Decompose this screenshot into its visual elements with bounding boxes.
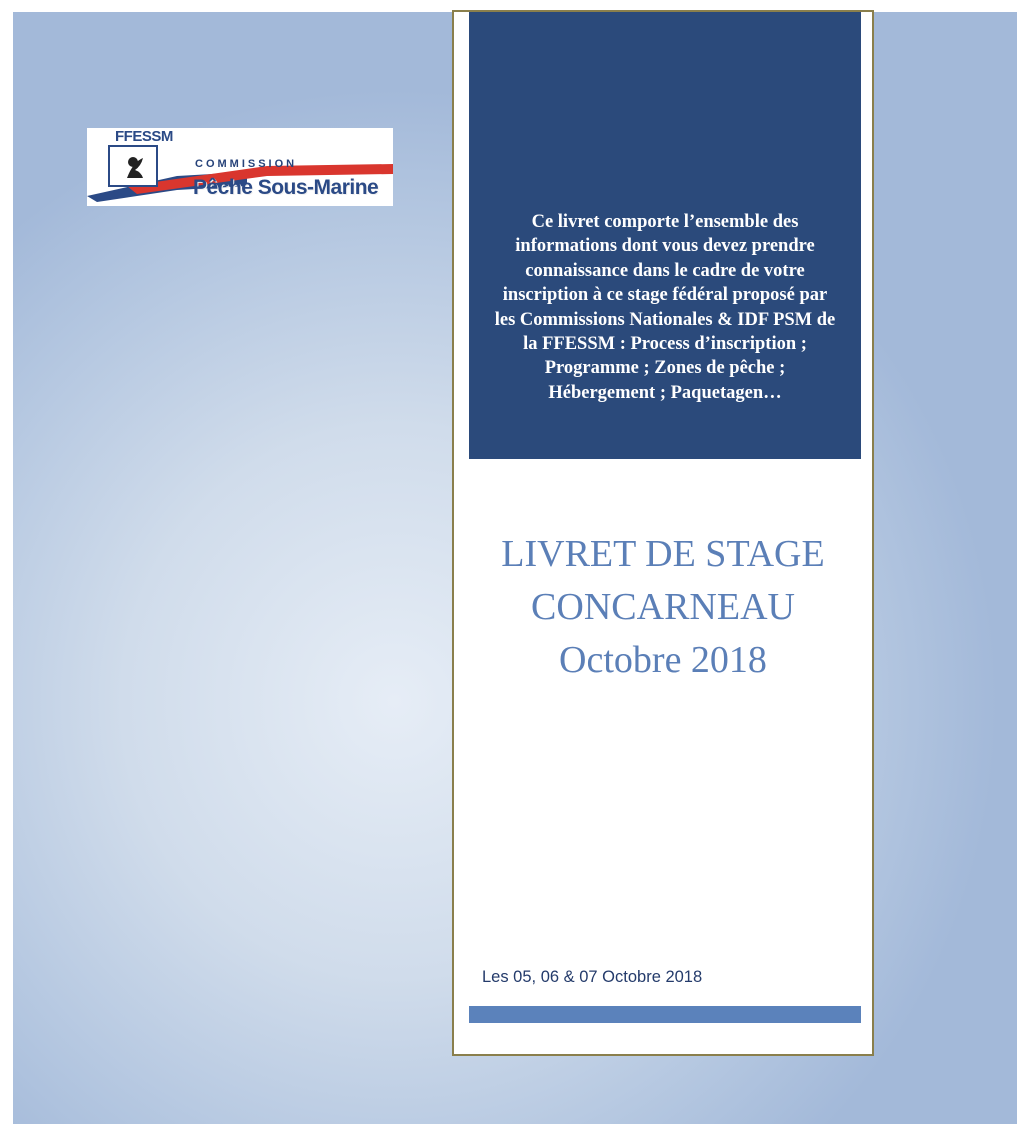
cover-panel [452, 10, 874, 1056]
intro-text: Ce livret comporte l’ensemble des informations dont vous devez prendre connaissance dans le cadre de votre inscription à ce stage fédéral proposé par les Commissions Nationales & IDF PSM de la FFESSM : Process d’inscription ; Programme ; Zones de pêche ; Hébergement ; Paquetagen… [494, 212, 836, 403]
stage-dates: Les 05, 06 & 07 Octobre 2018 [482, 968, 703, 986]
ffessm-logo [87, 128, 393, 206]
logo-psm-text: Pêche Sous-Marine [193, 176, 379, 199]
title-line-3: Octobre 2018 [559, 639, 767, 681]
intro-box [469, 12, 861, 459]
title-line-2: CONCARNEAU [531, 586, 795, 628]
title-line-1: LIVRET DE STAGE [501, 533, 825, 575]
logo-commission-text: COMMISSION [195, 158, 298, 170]
logo-ffessm-text: FFESSM [115, 128, 173, 145]
bottom-bar [469, 1006, 861, 1023]
cover-title [454, 528, 872, 687]
